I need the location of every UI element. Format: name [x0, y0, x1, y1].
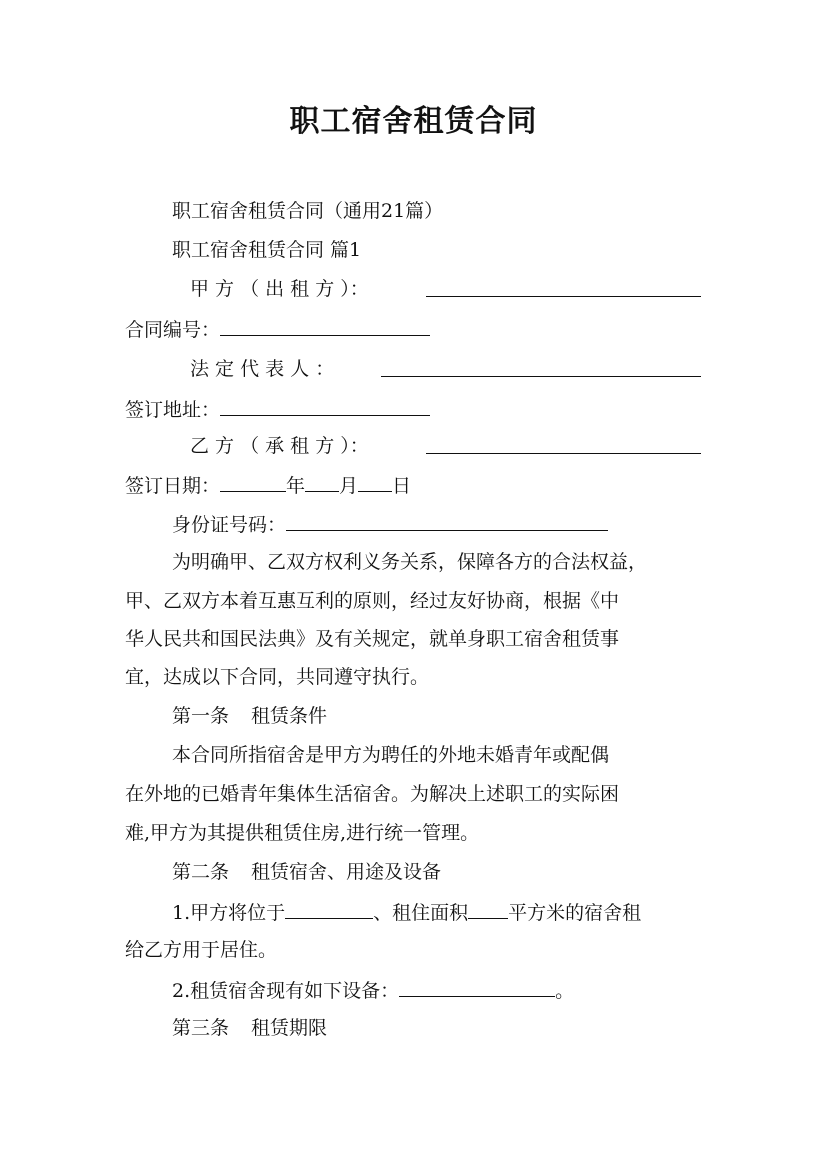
equipment-blank[interactable] [399, 970, 555, 997]
clause-2-text-a: 2.租赁宿舍现有如下设备： [172, 980, 400, 1002]
party-b-label: 乙 方 （ 承 租 方 ）： [190, 435, 369, 457]
article-2-name: 租赁宿舍、用途及设备 [251, 861, 442, 883]
month-blank[interactable] [305, 465, 339, 492]
section-heading: 职工宿舍租赁合同 篇1 [172, 239, 362, 261]
id-label: 身份证号码： [172, 514, 287, 536]
legal-rep-blank[interactable] [381, 350, 701, 377]
paragraph-line: 华人民共和国民法典》及有关规定，就单身职工宿舍租赁事 [125, 628, 620, 650]
sign-place-row [125, 389, 701, 429]
article-1-name: 租赁条件 [251, 705, 328, 727]
legal-rep-row [190, 350, 701, 388]
area-blank[interactable] [468, 892, 508, 919]
legal-rep-label: 法 定 代 表 人 ： [190, 358, 335, 380]
article-3-name: 租赁期限 [251, 1017, 328, 1039]
year-label: 年 [286, 475, 306, 497]
paragraph-line: 本合同所指宿舍是甲方为聘任的外地未婚青年或配偶 [172, 744, 610, 766]
sign-place-label: 签订地址： [125, 399, 221, 421]
month-label: 月 [339, 475, 359, 497]
paragraph-line: 宜，达成以下合同，共同遵守执行。 [125, 666, 430, 688]
sign-date-label: 签订日期： [125, 475, 221, 497]
clause-1-text-a: 1.甲方将位于 [172, 902, 286, 924]
paragraph-line: 难,甲方为其提供租赁住房,进行统一管理。 [125, 822, 480, 844]
article-2-number: 第二条 [172, 861, 230, 883]
clause-2-text-b: 。 [555, 980, 575, 1002]
sign-date-row [125, 465, 701, 505]
day-blank[interactable] [358, 465, 392, 492]
contract-no-row [125, 309, 701, 349]
article-1-number: 第一条 [172, 705, 230, 727]
clause-1-text-b: 、租住面积 [373, 902, 469, 924]
paragraph-line: 甲、乙双方本着互惠互利的原则，经过友好协商，根据《中 [125, 590, 620, 612]
location-blank[interactable] [285, 892, 373, 919]
contract-no-label: 合同编号： [125, 319, 221, 341]
article-3-number: 第三条 [172, 1017, 230, 1039]
document-title: 职工宿舍租赁合同 [289, 104, 538, 139]
party-b-row [190, 427, 701, 465]
paragraph-line: 在外地的已婚青年集体生活宿舍。为解决上述职工的实际困 [125, 783, 620, 805]
party-a-blank[interactable] [426, 270, 701, 297]
article-2-heading [172, 853, 701, 891]
party-a-row [190, 270, 701, 308]
paragraph-line: 为明确甲、乙双方权利义务关系，保障各方的合法权益， [172, 551, 648, 573]
article-3-heading [172, 1009, 701, 1047]
sign-place-blank[interactable] [220, 389, 430, 416]
contract-no-blank[interactable] [220, 309, 430, 336]
clause-2-row [172, 970, 701, 1010]
party-a-label: 甲 方 （ 出 租 方 ）： [190, 278, 369, 300]
article-1-heading [172, 697, 701, 735]
clause-1-row [172, 892, 701, 932]
id-row [172, 504, 701, 544]
subtitle-line: 职工宿舍租赁合同（通用21篇） [172, 200, 444, 222]
day-label: 日 [392, 475, 412, 497]
clause-1-text-c: 平方米的宿舍租 [508, 902, 642, 924]
paragraph-line: 给乙方用于居住。 [125, 939, 278, 961]
party-b-blank[interactable] [426, 427, 701, 454]
year-blank[interactable] [220, 465, 286, 492]
id-blank[interactable] [286, 504, 608, 531]
